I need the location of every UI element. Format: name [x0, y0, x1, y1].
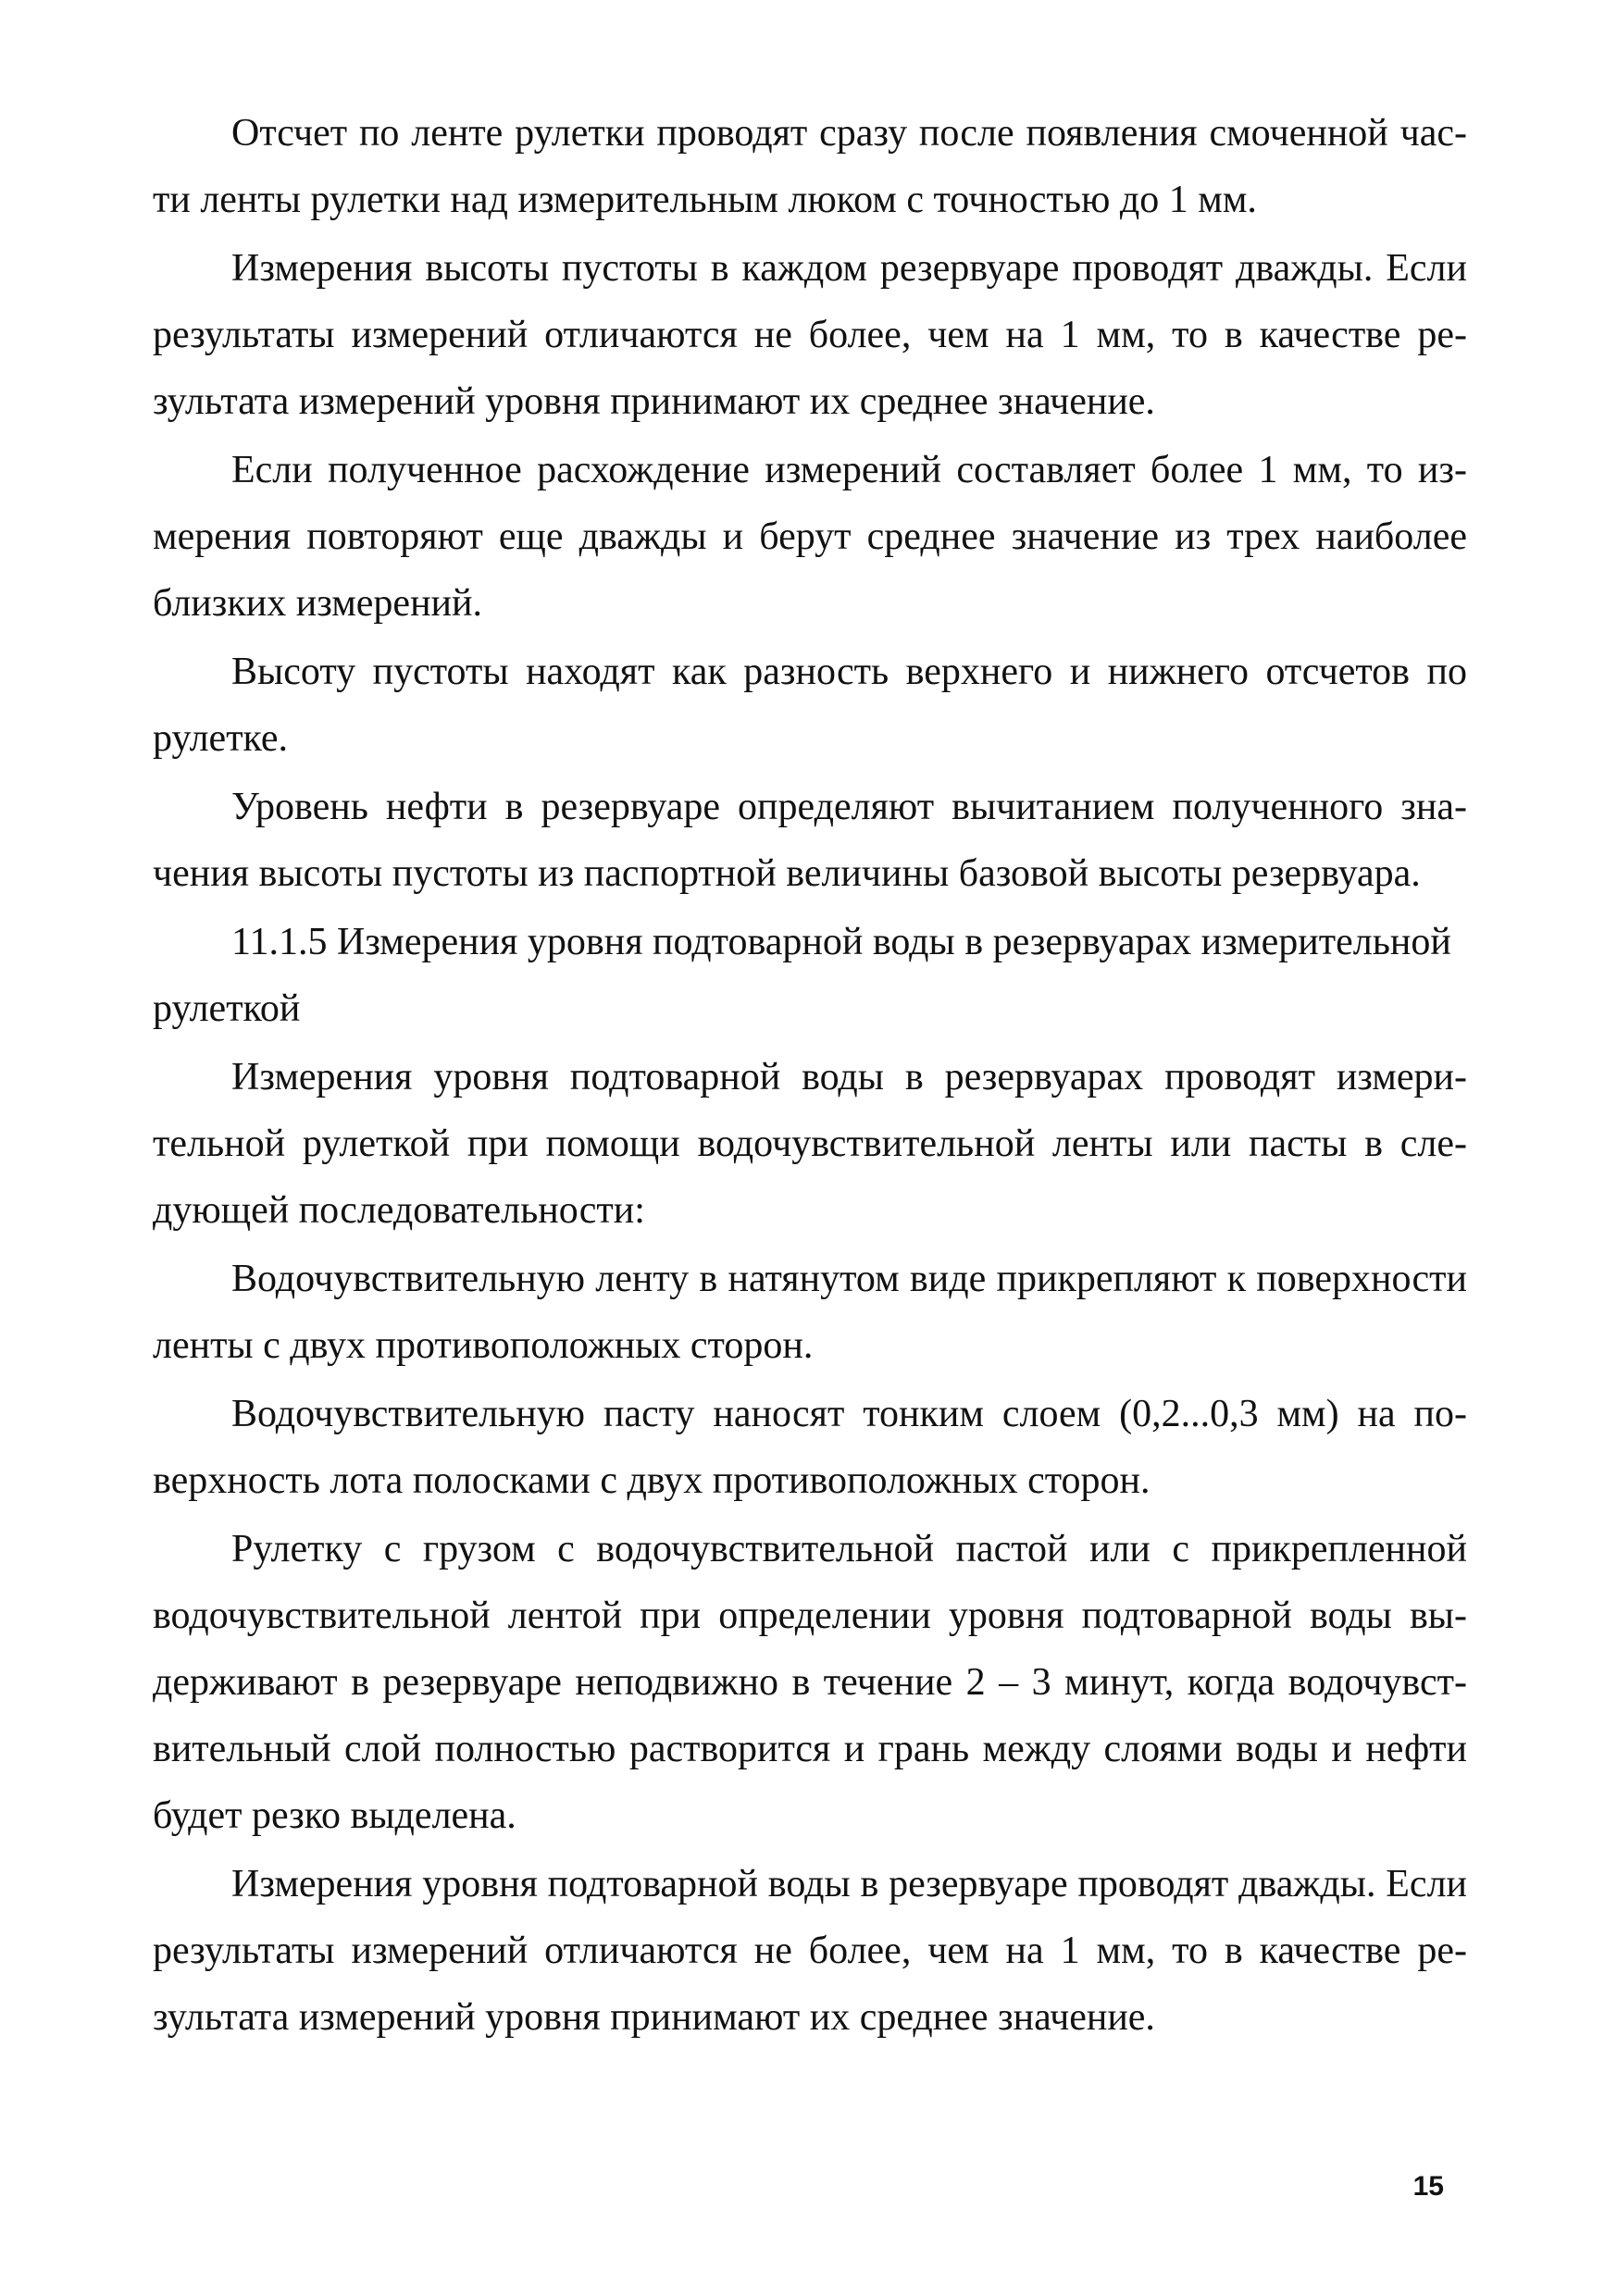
- document-body: [153, 100, 1467, 2051]
- paragraph-tape-reading: Отсчет по ленте рулетки проводят сразу после появления смоченной части ленты рулетки над измерительным люком с точностью до 1 мм.: [153, 112, 1467, 221]
- paragraph-water-tape: Водочувствительную ленту в натянутом виде прикрепляют к поверхности ленты с двух противоположных сторон.: [153, 1258, 1467, 1367]
- paragraph-water-measurement: Измерения уровня подтоварной воды в резервуарах проводят измерительной рулеткой при помощи водочувствительной ленты или пасты в следующей последовательности:: [153, 1056, 1467, 1232]
- paragraph-ullage-twice: Измерения высоты пустоты в каждом резервуаре проводят дважды. Если результаты измерений отличаются не более, чем на 1 мм, то в качестве результата измерений уровня принимают их среднее значение.: [153, 247, 1467, 423]
- paragraph-water-paste: Водочувствительную пасту наносят тонким слоем (0,2...0,3 мм) на поверхность лота полосками с двух противоположных сторон.: [153, 1393, 1467, 1502]
- section-heading-11-1-5: 11.1.5 Измерения уровня подтоварной воды в резервуарах измерительной рулеткой: [153, 921, 1451, 1030]
- paragraph-oil-level: Уровень нефти в резервуаре определяют вычитанием полученного значения высоты пустоты из паспортной величины базовой высоты резервуара.: [153, 786, 1467, 895]
- paragraph-hold-time: Рулетку с грузом с водочувствительной пастой или с прикрепленной водочувствительной лентой при определении уровня подтоварной воды выдерживают в резервуаре неподвижно в течение 2 – 3 минут, когда водочувствительный слой полностью растворится и грань между слоями воды и нефти будет резко выделена.: [153, 1528, 1467, 1837]
- page-number: 15: [1412, 2171, 1444, 2202]
- paragraph-discrepancy: Если полученное расхождение измерений составляет более 1 мм, то измерения повторяют еще дважды и берут среднее значение из трех наиболее близких измерений.: [153, 449, 1467, 625]
- paragraph-ullage-difference: Высоту пустоты находят как разность верхнего и нижнего отсчетов по рулетке.: [153, 651, 1467, 760]
- paragraph-water-twice: Измерения уровня подтоварной воды в резервуаре проводят дважды. Если результаты измерений отличаются не более, чем на 1 мм, то в качестве результата измерений уровня принимают их среднее значение.: [153, 1863, 1467, 2039]
